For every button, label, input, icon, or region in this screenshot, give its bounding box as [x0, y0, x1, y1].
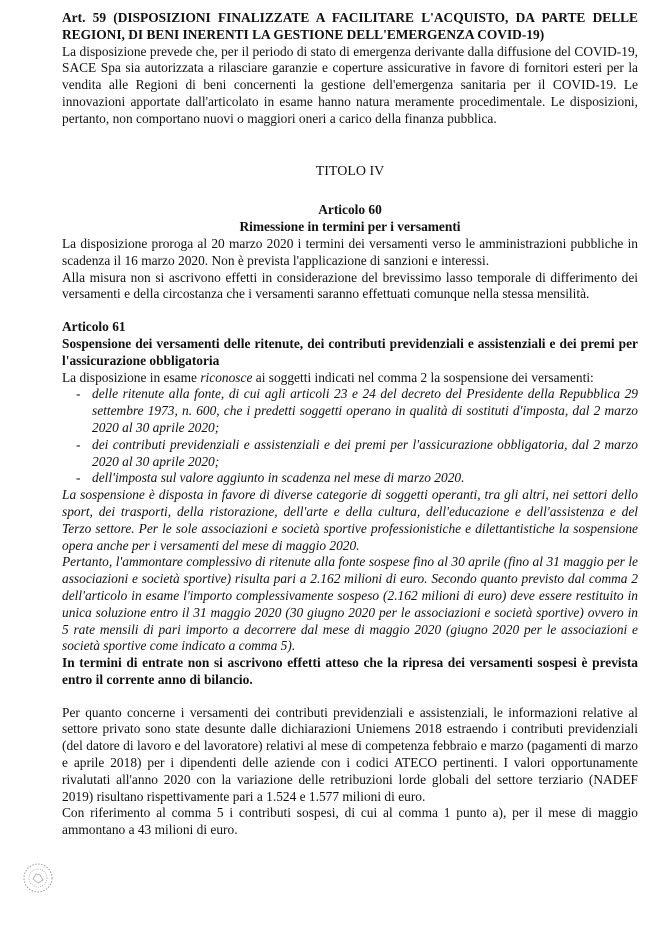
art59-body: La disposizione prevede che, per il periodo di stato di emergenza derivante dalla diffusione del COVID-19, SACE Spa sia autorizzata a rilasciare garanzie e coperture assicurative in favore di fornitori esteri per la vendita alle Regioni di beni concernenti la gestione dell'emergenza sanitaria per il COVID-19. Le innovazioni apportate dall'articolato in esame hanno natura meramente procedimentale. Le disposizioni, pertanto, non comportano nuovi o maggiori oneri a carico della finanza pubblica. [62, 43, 638, 126]
art61-italic-paragraph-2: Pertanto, l'ammontare complessivo di ritenute alla fonte sospese fino al 30 aprile (fino al 31 maggio per le associazioni e società sportive) risulta pari a 2.162 milioni di euro. Secondo quanto previsto dal comma 2 dell'articolo in esame l'importo complessivamente sospeso (2.162 milioni di euro) deve essere restituito in unica soluzione entro il 31 maggio 2020 (30 giugno 2020 per le associazioni e società sportive) ovvero in 5 rate mensili di pari importo a decorrere dal mese di maggio 2020 (giugno 2020 per le associazioni e società sportive come indicato a comma 5). [62, 554, 638, 654]
art60-subtitle: Rimessione in termini per i versamenti [239, 219, 461, 235]
list-item: - delle ritenute alla fonte, di cui agli articoli 23 e 24 del decreto del Presidente della Repubblica 29 settembre 1973, n. 600, che i predetti soggetti operano in qualità di sostituti d'imposta, dal 2 marzo 2020 al 30 aprile 2020; [92, 386, 638, 436]
art61-list [62, 386, 638, 487]
art59-heading: Art. 59 (DISPOSIZIONI FINALIZZATE A FACILITARE L'ACQUISTO, DA PARTE DELLE REGIONI, DI BENI INERENTI LA GESTIONE DELL'EMERGENZA COVID-19) [62, 10, 638, 42]
seal-stamp-icon [22, 862, 54, 894]
art60-paragraph-2: Alla misura non si ascrivono effetti in considerazione del brevissimo lasso temporale di differimento dei versamenti e della circostanza che i versamenti saranno effettuati comunque nella stessa mensilità. [62, 269, 638, 302]
art61-paragraph-4: Con riferimento al comma 5 i contributi sospesi, di cui al comma 1 punto a), per il mese di maggio ammontano a 43 milioni di euro. [62, 805, 638, 838]
art61-title: Articolo 61 [62, 319, 126, 335]
titolo-heading: TITOLO IV [315, 163, 385, 179]
list-item: - dei contributi previdenziali e assistenziali e dei premi per l'assicurazione obbligatoria, dal 2 marzo 2020 al 30 aprile 2020; [92, 437, 638, 471]
art61-intro: La disposizione in esame riconosce ai soggetti indicati nel comma 2 la sospensione dei versamenti: [62, 369, 594, 385]
document-page [62, 10, 638, 839]
art61-subtitle: Sospensione dei versamenti delle ritenute, dei contributi previdenziali e assistenziali e dei premi per l'assicurazione obbligatoria [62, 335, 638, 368]
art61-paragraph-3: Per quanto concerne i versamenti dei contributi previdenziali e assistenziali, le informazioni relative al settore privato sono state desunte dalle dichiarazioni Uniemens 2018 estraendo i contributi previdenziali (del datore di lavoro e del lavoratore) relativi al mese di competenza febbraio e marzo (pagamenti di marzo e aprile 2018) per i dipendenti delle aziende con i codici ATECO pertinenti. I valori opportunamente rivalutati all'anno 2020 con la variazione delle retribuzioni lorde globali del settore terziario (NADEF 2019) risultano rispettivamente pari a 1.524 e 1.577 milioni di euro. [62, 704, 638, 804]
list-item: - dell'imposta sul valore aggiunto in scadenza nel mese di marzo 2020. [92, 470, 638, 487]
art60-paragraph-1: La disposizione proroga al 20 marzo 2020 i termini dei versamenti verso le amministrazioni pubbliche in scadenza il 16 marzo 2020. Non è prevista l'applicazione di sanzioni e interessi. [62, 235, 638, 268]
art61-italic-paragraph-1: La sospensione è disposta in favore di diverse categorie di soggetti operanti, tra gli altri, nei settori dello sport, dei trasporti, della ristorazione, dell'arte e della cultura, dell'educazione e dell'assistenza e del Terzo settore. Per le sole associazioni e società sportive professionistiche e dilettantistiche la sospensione opera anche per i versamenti del mese di maggio 2020. [62, 487, 638, 553]
art61-bold-paragraph: In termini di entrate non si ascrivono effetti atteso che la ripresa dei versamenti sospesi è prevista entro il corrente anno di bilancio. [62, 655, 638, 687]
art60-title: Articolo 60 [318, 202, 382, 218]
